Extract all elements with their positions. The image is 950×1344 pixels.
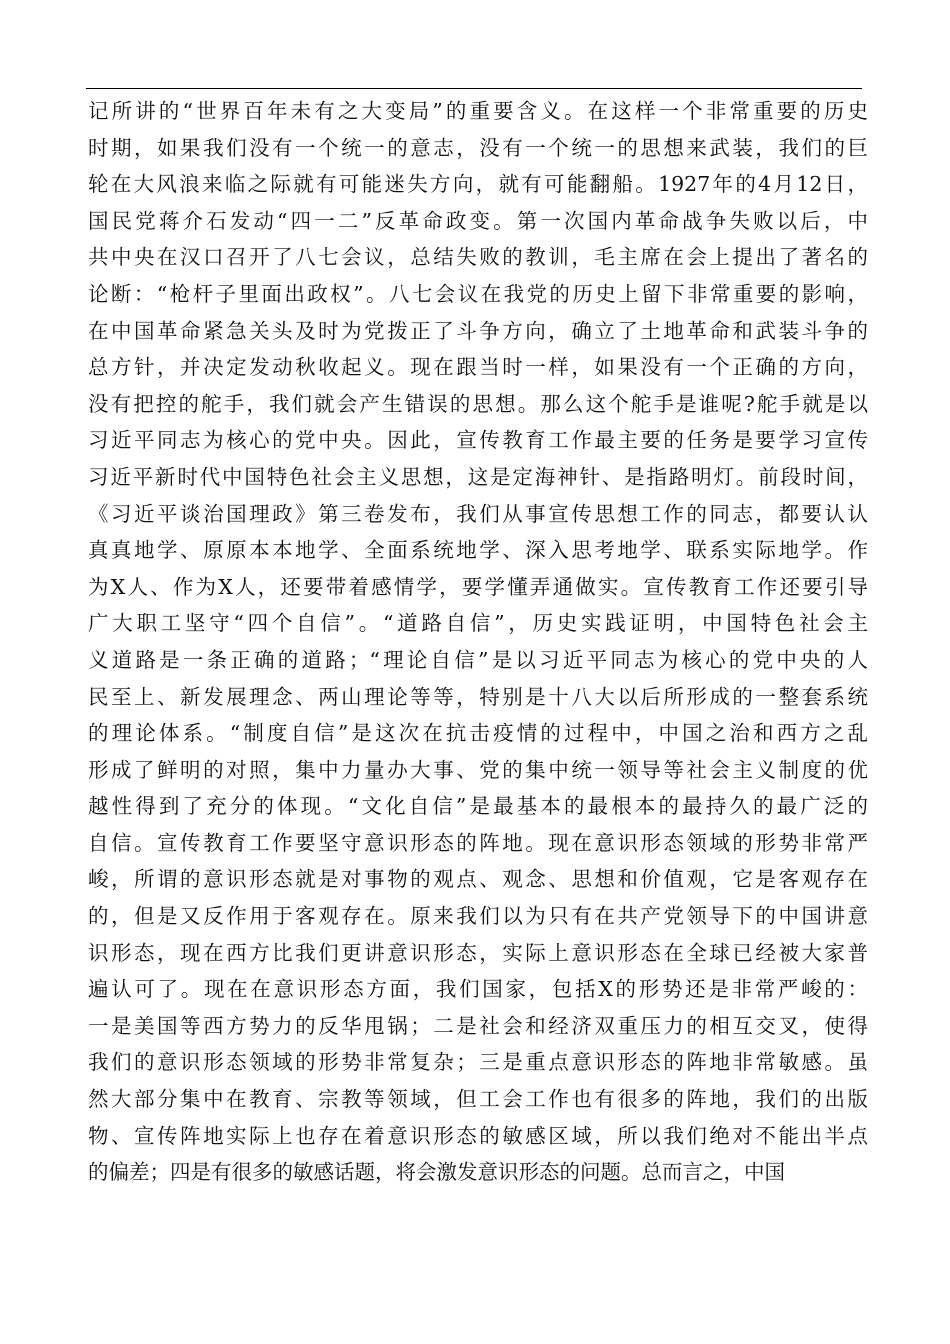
text-line-1: 记所讲的“世界百年未有之大变局”的重要含义。在这样一个非常重要的历史 (88, 99, 868, 123)
text-line-26: 一是美国等西方势力的反华甩锅；二是社会和经济双重压力的相互交叉，使得 (88, 1013, 868, 1038)
header-rule (86, 88, 862, 89)
text-line-4: 国民党蒋介石发动“四一二”反革命政变。第一次国内革命战争失败以后，中 (88, 208, 868, 233)
text-line-2: 时期，如果我们没有一个统一的意志，没有一个统一的思想来武装，我们的巨 (88, 135, 868, 160)
text-line-12: 《习近平谈治国理政》第三卷发布，我们从事宣传思想工作的同志，都要认认 (88, 501, 868, 526)
text-line-27: 我们的意识形态领域的形势非常复杂；三是重点意识形态的阵地非常敏感。虽 (88, 1050, 868, 1075)
text-line-17: 民至上、新发展理念、两山理论等等，特别是十八大以后所形成的一整套系统 (88, 684, 868, 709)
text-line-13: 真真地学、原原本本地学、全面系统地学、深入思考地学、联系实际地学。作 (88, 538, 868, 563)
text-line-23: 的，但是又反作用于客观存在。原来我们以为只有在共产党领导下的中国讲意 (88, 904, 868, 929)
text-line-20: 越性得到了充分的体现。“文化自信”是最基本的最根本的最持久的最广泛的 (88, 794, 868, 819)
text-line-5: 共中央在汉口召开了八七会议，总结失败的教训，毛主席在会上提出了著名的 (88, 245, 868, 270)
text-line-16: 义道路是一条正确的道路；“理论自信”是以习近平同志为核心的党中央的人 (88, 647, 868, 672)
text-line-8: 总方针，并决定发动秋收起义。现在跟当时一样，如果没有一个正确的方向， (88, 355, 868, 380)
text-line-24: 识形态，现在西方比我们更讲意识形态，实际上意识形态在全球已经被大家普 (88, 940, 868, 965)
text-line-21: 自信。宣传教育工作要坚守意识形态的阵地。现在意识形态领域的形势非常严 (88, 830, 868, 855)
text-line-28: 然大部分集中在教育、宗教等领域，但工会工作也有很多的阵地，我们的出版 (88, 1087, 868, 1112)
text-line-7: 在中国革命紧急关头及时为党拨正了斗争方向，确立了土地革命和武装斗争的 (88, 318, 868, 343)
text-line-14: 为X人、作为X人，还要带着感情学，要学懂弄通做实。宣传教育工作还要引导 (88, 574, 868, 599)
text-line-22: 峻，所谓的意识形态就是对事物的观点、观念、思想和价值观，它是客观存在 (88, 867, 868, 892)
text-line-29: 物、宣传阵地实际上也存在着意识形态的敏感区域，所以我们绝对不能出半点 (88, 1123, 868, 1148)
text-line-3: 轮在大风浪来临之际就有可能迷失方向，就有可能翻船。1927年的4月12日， (88, 172, 868, 197)
text-line-10: 习近平同志为核心的党中央。因此，宣传教育工作最主要的任务是要学习宣传 (88, 428, 868, 453)
text-line-6: 论断：“枪杆子里面出政权”。八七会议在我党的历史上留下非常重要的影响， (88, 281, 868, 306)
text-line-19: 形成了鲜明的对照，集中力量办大事、党的集中统一领导等社会主义制度的优 (88, 757, 868, 782)
text-line-9: 没有把控的舵手，我们就会产生错误的思想。那么这个舵手是谁呢?舵手就是以 (88, 391, 868, 416)
text-line-30: 的偏差；四是有很多的敏感话题，将会激发意识形态的问题。总而言之，中国 (88, 1160, 785, 1185)
text-line-11: 习近平新时代中国特色社会主义思想，这是定海神针、是指路明灯。前段时间， (88, 464, 868, 489)
text-line-25: 遍认可了。现在在意识形态方面，我们国家，包括X的形势还是非常严峻的： (88, 977, 868, 1002)
body-text (88, 93, 868, 1191)
text-line-15: 广大职工坚守“四个自信”。“道路自信”，历史实践证明，中国特色社会主 (88, 611, 868, 636)
text-line-18: 的理论体系。“制度自信”是这次在抗击疫情的过程中，中国之治和西方之乱 (88, 721, 868, 746)
